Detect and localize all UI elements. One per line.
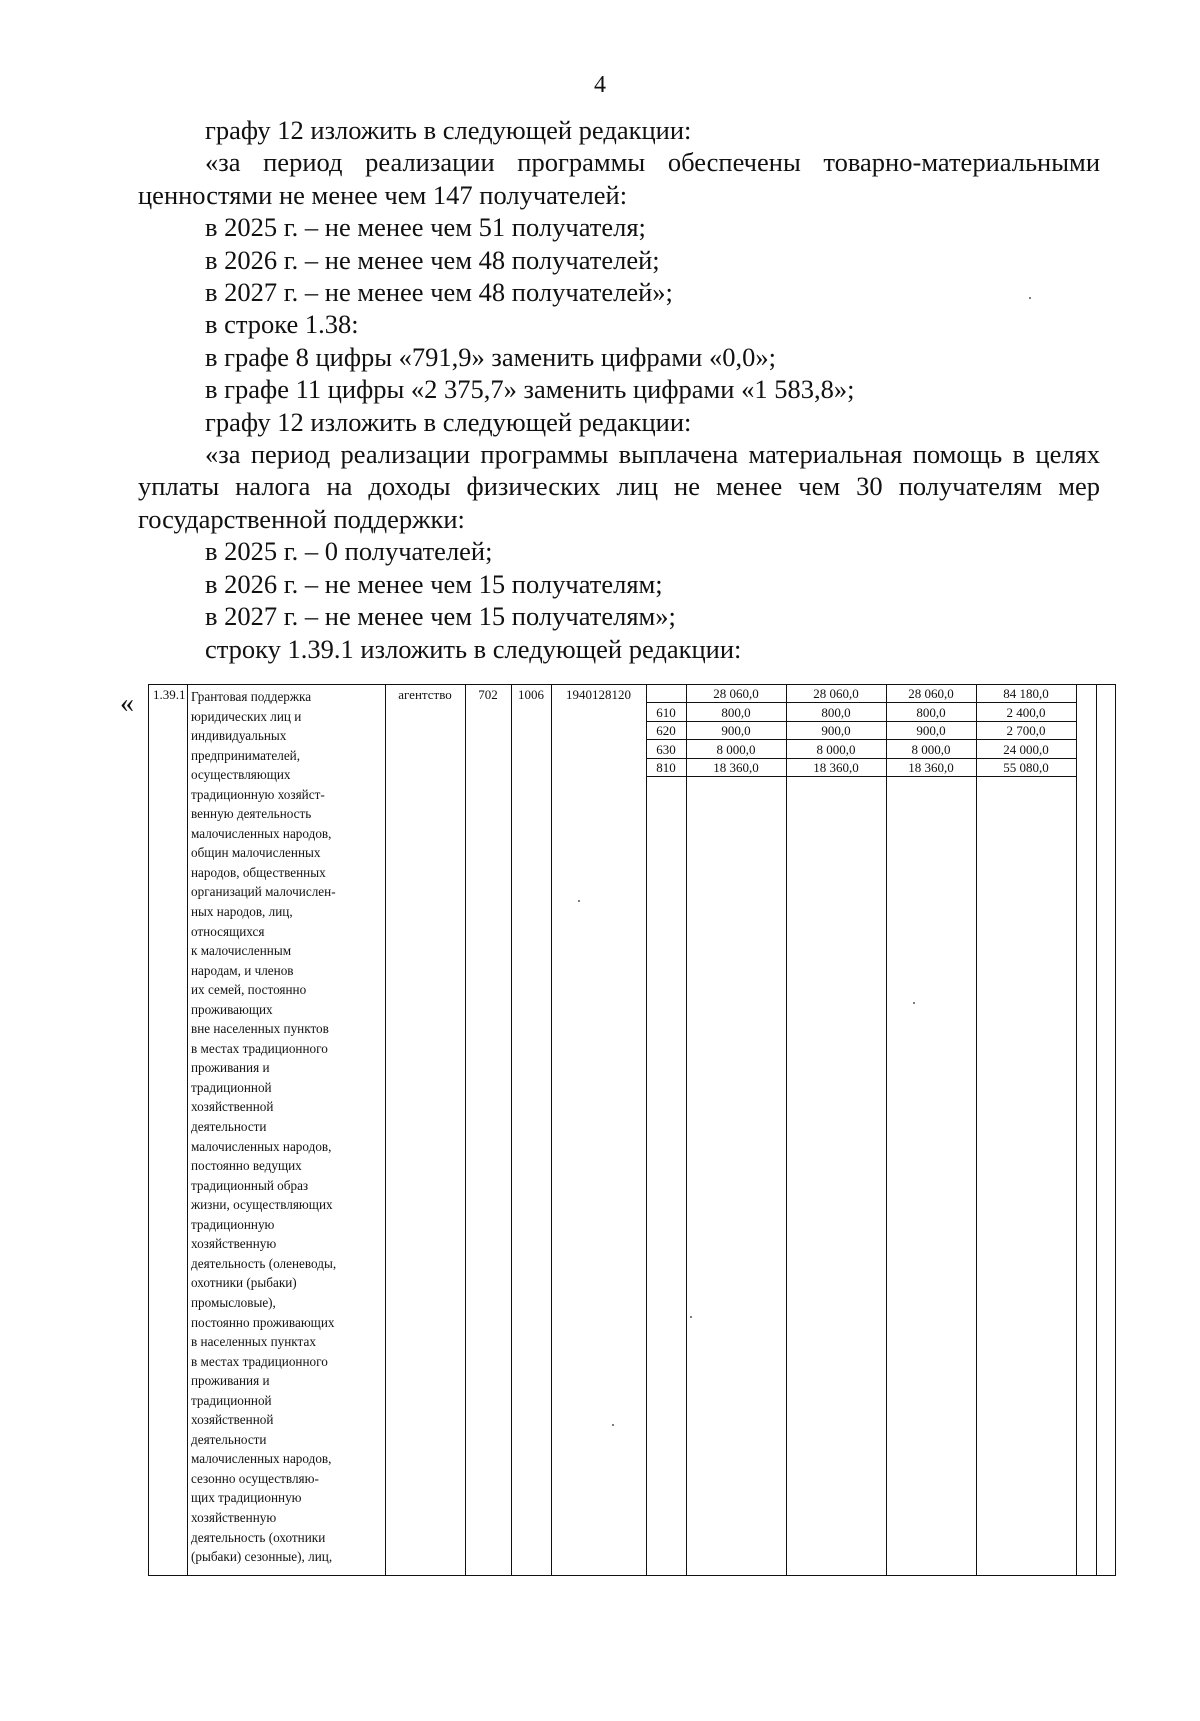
description-line: народам, и членов bbox=[191, 962, 294, 978]
description-line: традиционный образ bbox=[191, 1177, 309, 1193]
paragraph: строку 1.39.1 изложить в следующей редакции: bbox=[205, 633, 742, 664]
column-divider bbox=[976, 685, 977, 1575]
paragraph: в строке 1.38: bbox=[205, 309, 359, 340]
row-description bbox=[191, 687, 383, 1567]
description-line: постоянно ведущих bbox=[191, 1158, 302, 1174]
code-grbs-cell: 702 bbox=[478, 687, 498, 702]
paragraph: в 2026 г. – не менее чем 48 получателей; bbox=[205, 244, 660, 275]
paragraph: в 2025 г. – 0 получателей; bbox=[205, 536, 493, 567]
column-divider bbox=[646, 685, 647, 1575]
description-line: осуществляющих bbox=[191, 767, 291, 783]
description-line: вне населенных пунктов bbox=[191, 1021, 329, 1037]
description-line: сезонно осуществляю- bbox=[191, 1470, 319, 1486]
scan-speck bbox=[612, 1424, 614, 1426]
description-line: ных народов, лиц, bbox=[191, 904, 293, 920]
financing-cell-kvr: 610 bbox=[656, 704, 676, 720]
description-line: щих традиционную bbox=[191, 1490, 302, 1506]
description-line: хозяйственную bbox=[191, 1509, 277, 1525]
paragraph: графу 12 изложить в следующей редакции: bbox=[205, 115, 692, 145]
financing-cell-y2025: 8 000,0 bbox=[716, 741, 756, 757]
description-line: венную деятельность bbox=[191, 806, 312, 822]
financing-cell-total: 2 700,0 bbox=[1006, 723, 1046, 739]
scan-speck bbox=[913, 1002, 915, 1004]
column-divider bbox=[786, 685, 787, 1575]
column-divider bbox=[187, 685, 188, 1575]
description-line: (рыбаки) сезонные), лиц, bbox=[191, 1549, 333, 1565]
column-divider bbox=[385, 685, 386, 1575]
description-line: малочисленных народов, bbox=[191, 1451, 332, 1467]
column-divider bbox=[1076, 685, 1077, 1575]
paragraph: в графе 8 цифры «791,9» заменить цифрами «0,0»; bbox=[205, 341, 776, 372]
financing-cell-y2027: 18 360,0 bbox=[908, 760, 954, 776]
financing-cell-y2026: 800,0 bbox=[821, 704, 851, 720]
paragraph: в 2027 г. – не менее чем 48 получателей»; bbox=[205, 277, 673, 308]
description-line: хозяйственную bbox=[191, 1236, 277, 1252]
paragraph: в графе 11 цифры «2 375,7» заменить цифрами «1 583,8»; bbox=[205, 374, 855, 405]
description-line: в населенных пунктах bbox=[191, 1334, 316, 1350]
financing-cell-y2027: 800,0 bbox=[916, 704, 946, 720]
description-line: постоянно проживающих bbox=[191, 1314, 335, 1330]
paragraph: в 2026 г. – не менее чем 15 получателям; bbox=[205, 568, 663, 599]
financing-cell-kvr bbox=[646, 685, 686, 703]
description-line: малочисленных народов, bbox=[191, 1138, 332, 1154]
description-line: предпринимателей, bbox=[191, 747, 301, 763]
financing-cell-y2027: 28 060,0 bbox=[908, 686, 954, 701]
paragraph: «за период реализации программы выплачена материальная помощь в целях уплаты налога на доходы физических лиц не менее чем 30 получателям мер государственной поддержки: bbox=[138, 439, 1100, 534]
paragraph: в 2027 г. – не менее чем 15 получателям»; bbox=[205, 601, 676, 632]
column-divider bbox=[511, 685, 512, 1575]
description-line: жизни, осуществляющих bbox=[191, 1197, 333, 1213]
financing-cell-y2025: 18 360,0 bbox=[713, 760, 759, 776]
description-line: организаций малочислен- bbox=[191, 884, 336, 900]
column-divider bbox=[686, 685, 687, 1575]
financing-cell-y2025: 28 060,0 bbox=[713, 686, 759, 701]
scan-speck bbox=[690, 1316, 692, 1318]
description-line: народов, общественных bbox=[191, 864, 326, 880]
description-line: традиционную bbox=[191, 1216, 275, 1232]
financing-cell-y2026: 900,0 bbox=[821, 723, 851, 739]
financing-cell-y2027: 8 000,0 bbox=[911, 741, 951, 757]
code-target-cell: 1940128120 bbox=[566, 687, 631, 702]
description-line: деятельность (оленеводы, bbox=[191, 1255, 337, 1271]
description-line: Грантовая поддержка bbox=[191, 689, 312, 704]
executor-cell: агентство bbox=[398, 687, 452, 702]
financing-cell-y2025: 900,0 bbox=[721, 723, 751, 739]
scan-speck bbox=[578, 900, 580, 902]
paragraph: в 2025 г. – не менее чем 51 получателя; bbox=[205, 212, 646, 243]
description-line: хозяйственной bbox=[191, 1099, 274, 1115]
description-line: относящихся bbox=[191, 923, 265, 939]
description-line: проживания и bbox=[191, 1373, 270, 1389]
description-line: общин малочисленных bbox=[191, 845, 321, 861]
description-line: проживания и bbox=[191, 1060, 270, 1076]
description-line: деятельность (охотники bbox=[191, 1529, 326, 1545]
description-line: традиционную хозяйст- bbox=[191, 786, 325, 802]
financing-cell-total: 2 400,0 bbox=[1006, 704, 1046, 720]
financing-cell-y2027: 900,0 bbox=[916, 723, 946, 739]
description-line: в местах традиционного bbox=[191, 1353, 328, 1369]
page-number: 4 bbox=[594, 72, 606, 98]
column-divider bbox=[886, 685, 887, 1575]
financing-cell-kvr: 810 bbox=[656, 760, 676, 776]
code-section-cell: 1006 bbox=[518, 687, 544, 702]
description-line: традиционной bbox=[191, 1079, 272, 1095]
financing-cell-total: 84 180,0 bbox=[1003, 686, 1049, 701]
column-divider bbox=[465, 685, 466, 1575]
table-open-quote: « bbox=[120, 688, 134, 719]
description-line: их семей, постоянно bbox=[191, 982, 307, 998]
amendment-table bbox=[148, 684, 1116, 1576]
financing-cell-y2026: 8 000,0 bbox=[816, 741, 856, 757]
description-line: хозяйственной bbox=[191, 1412, 274, 1428]
financing-cell-y2025: 800,0 bbox=[721, 704, 751, 720]
column-divider bbox=[1096, 685, 1097, 1575]
description-line: в местах традиционного bbox=[191, 1040, 328, 1056]
description-line: традиционной bbox=[191, 1392, 272, 1408]
description-line: деятельности bbox=[191, 1119, 267, 1135]
column-divider bbox=[551, 685, 552, 1575]
description-line: юридических лиц и bbox=[191, 708, 302, 724]
description-line: промысловые), bbox=[191, 1294, 276, 1310]
description-line: проживающих bbox=[191, 1001, 273, 1017]
description-line: к малочисленным bbox=[191, 943, 292, 959]
financing-cell-kvr: 620 bbox=[656, 723, 676, 739]
financing-cell-y2026: 18 360,0 bbox=[813, 760, 859, 776]
document-body bbox=[138, 114, 1100, 665]
financing-cell-total: 55 080,0 bbox=[1003, 760, 1049, 776]
description-line: охотники (рыбаки) bbox=[191, 1275, 297, 1291]
paragraph: графу 12 изложить в следующей редакции: bbox=[205, 406, 692, 437]
row-number: 1.39.1 bbox=[153, 687, 186, 702]
description-line: малочисленных народов, bbox=[191, 825, 332, 841]
financing-cell-kvr: 630 bbox=[656, 741, 676, 757]
paragraph: «за период реализации программы обеспечены товарно-материальными ценностями не менее чем 147 получателей: bbox=[138, 147, 1100, 210]
description-line: индивидуальных bbox=[191, 728, 287, 744]
financing-cell-y2026: 28 060,0 bbox=[813, 686, 859, 701]
financing-cell-total: 24 000,0 bbox=[1003, 741, 1049, 757]
scan-speck bbox=[1029, 297, 1031, 299]
description-line: деятельности bbox=[191, 1431, 267, 1447]
